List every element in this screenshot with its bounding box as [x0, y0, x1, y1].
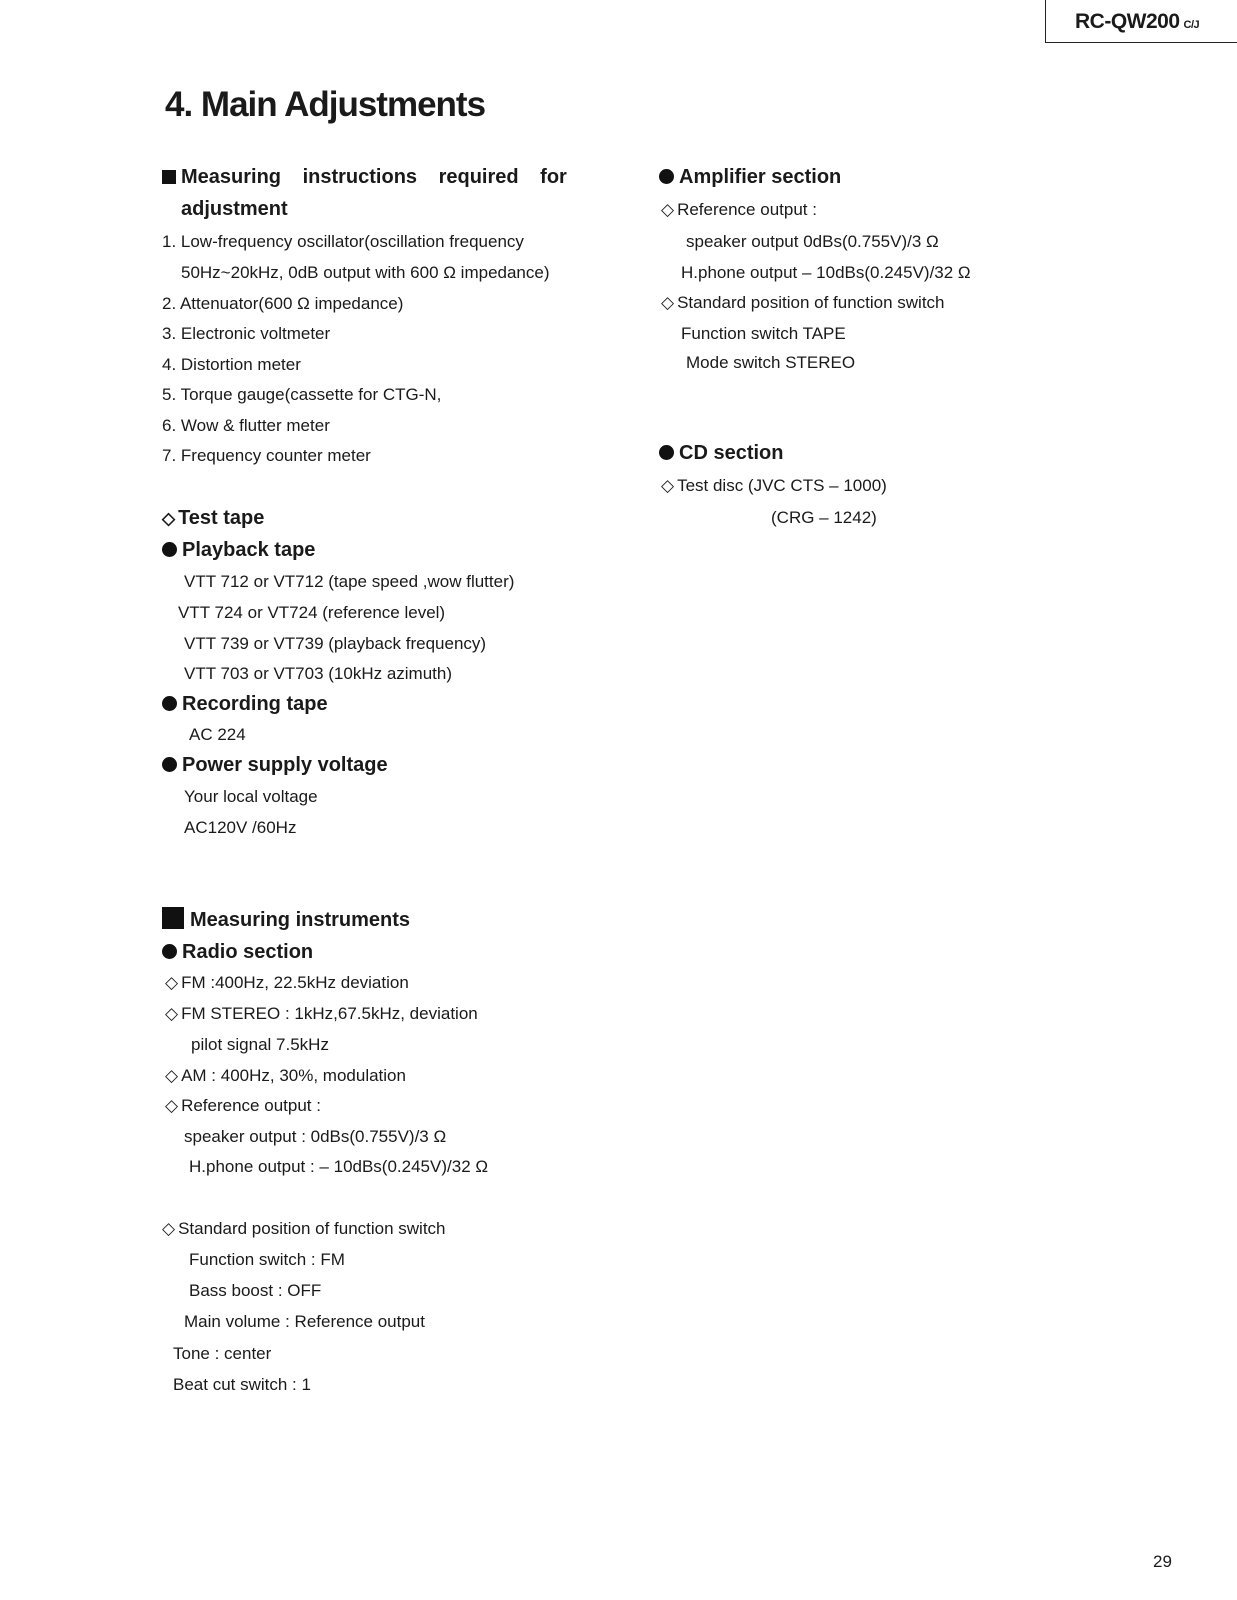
amp-reference-output-text: Reference output :: [677, 200, 817, 219]
cd-section-heading: [659, 442, 783, 465]
instruction-item-7: 7. Frequency counter meter: [162, 446, 371, 465]
model-suffix: C/J: [1183, 19, 1200, 31]
amp-reference-output: [661, 200, 817, 220]
cd-test-disc-2: (CRG – 1242): [771, 508, 877, 527]
amplifier-section-heading: [659, 166, 841, 189]
playback-item-4: VTT 703 or VT703 (10kHz azimuth): [184, 664, 453, 683]
square-bullet-icon: [162, 170, 176, 184]
fm-line: [165, 973, 409, 993]
radio-reference-output: [165, 1096, 321, 1116]
playback-item-1: VTT 712 or VT712 (tape speed ,wow flutter): [184, 572, 515, 591]
power-supply-heading: [162, 754, 388, 777]
instruction-item-5: 5. Torque gauge(cassette for CTG-N,: [162, 385, 442, 404]
radio-section-heading-label: Radio section: [182, 941, 314, 963]
diamond-icon: ◇: [661, 293, 675, 312]
measuring-instructions-heading-line2: adjustment: [181, 198, 288, 220]
am-line: [165, 1066, 406, 1086]
fm-stereo-line: [165, 1004, 478, 1024]
main-volume: Main volume : Reference output: [184, 1312, 425, 1331]
test-tape-heading-label: Test tape: [178, 507, 265, 529]
pilot-signal: pilot signal 7.5kHz: [191, 1035, 329, 1054]
power-item-1: Your local voltage: [184, 787, 318, 806]
radio-speaker-output: speaker output : 0dBs(0.755V)/3 Ω: [184, 1127, 447, 1146]
measuring-instruments-heading-label: Measuring instruments: [190, 909, 411, 931]
page-title: 4. Main Adjustments: [165, 85, 486, 124]
diamond-icon: ◇: [165, 973, 179, 992]
test-tape-heading: [162, 507, 264, 530]
square-bullet-icon: [162, 907, 184, 929]
playback-tape-heading-label: Playback tape: [182, 539, 316, 561]
cd-test-disc-text: Test disc (JVC CTS – 1000): [677, 476, 887, 495]
recording-item: AC 224: [189, 725, 246, 744]
radio-hphone-output: H.phone output : – 10dBs(0.245V)/32 Ω: [189, 1157, 489, 1176]
model-number: [1075, 10, 1199, 34]
amp-mode-switch: Mode switch STEREO: [686, 353, 856, 372]
bullet-icon: [162, 696, 177, 711]
measuring-instructions-heading-line1: Measuring instructions required for: [181, 166, 567, 188]
instruction-item-2: 2. Attenuator(600 Ω impedance): [162, 294, 404, 313]
model-name: RC-QW200: [1075, 10, 1180, 33]
radio-standard-position: [162, 1219, 446, 1239]
recording-tape-heading-label: Recording tape: [182, 693, 328, 715]
instruction-item-6: 6. Wow & flutter meter: [162, 416, 330, 435]
amp-hphone-output: H.phone output – 10dBs(0.245V)/32 Ω: [681, 263, 971, 282]
diamond-icon: ◇: [661, 476, 675, 495]
diamond-icon: ◇: [165, 1066, 179, 1085]
instruction-item-1-cont: 50Hz~20kHz, 0dB output with 600 Ω impedance): [181, 263, 550, 282]
amplifier-section-heading-label: Amplifier section: [679, 166, 842, 188]
diamond-icon: ◇: [162, 1219, 176, 1238]
page-number: 29: [1153, 1552, 1172, 1571]
playback-tape-heading: [162, 539, 315, 562]
bullet-icon: [162, 944, 177, 959]
measuring-instructions-heading: [162, 166, 567, 189]
playback-item-3: VTT 739 or VT739 (playback frequency): [184, 634, 487, 653]
power-item-2: AC120V /60Hz: [184, 818, 297, 837]
power-supply-heading-label: Power supply voltage: [182, 754, 388, 776]
bass-boost: Bass boost : OFF: [189, 1281, 322, 1300]
diamond-icon: ◇: [165, 1096, 179, 1115]
radio-section-heading: [162, 941, 313, 964]
amp-standard-position-text: Standard position of function switch: [677, 293, 945, 312]
bullet-icon: [162, 757, 177, 772]
cd-test-disc: [661, 476, 887, 496]
bullet-icon: [162, 542, 177, 557]
bullet-icon: [659, 169, 674, 184]
tone: Tone : center: [173, 1344, 272, 1363]
instruction-item-3: 3. Electronic voltmeter: [162, 324, 331, 343]
fm-text: FM :400Hz, 22.5kHz deviation: [181, 973, 409, 992]
instruction-item-1: 1. Low-frequency oscillator(oscillation frequency: [162, 232, 524, 251]
cd-section-heading-label: CD section: [679, 442, 784, 464]
am-text: AM : 400Hz, 30%, modulation: [181, 1066, 406, 1085]
playback-item-2: VTT 724 or VT724 (reference level): [178, 603, 446, 622]
instruction-item-4: 4. Distortion meter: [162, 355, 301, 374]
radio-function-switch: Function switch : FM: [189, 1250, 345, 1269]
beat-cut-switch: Beat cut switch : 1: [173, 1375, 311, 1394]
recording-tape-heading: [162, 693, 328, 716]
bullet-icon: [659, 445, 674, 460]
diamond-icon: ◇: [162, 509, 176, 528]
amp-function-switch: Function switch TAPE: [681, 324, 846, 343]
amp-speaker-output: speaker output 0dBs(0.755V)/3 Ω: [686, 232, 939, 251]
radio-standard-position-text: Standard position of function switch: [178, 1219, 446, 1238]
radio-reference-output-text: Reference output :: [181, 1096, 321, 1115]
amp-standard-position: [661, 293, 945, 313]
diamond-icon: ◇: [165, 1004, 179, 1023]
fm-stereo-text: FM STEREO : 1kHz,67.5kHz, deviation: [181, 1004, 478, 1023]
diamond-icon: ◇: [661, 200, 675, 219]
measuring-instruments-heading: [162, 907, 410, 932]
